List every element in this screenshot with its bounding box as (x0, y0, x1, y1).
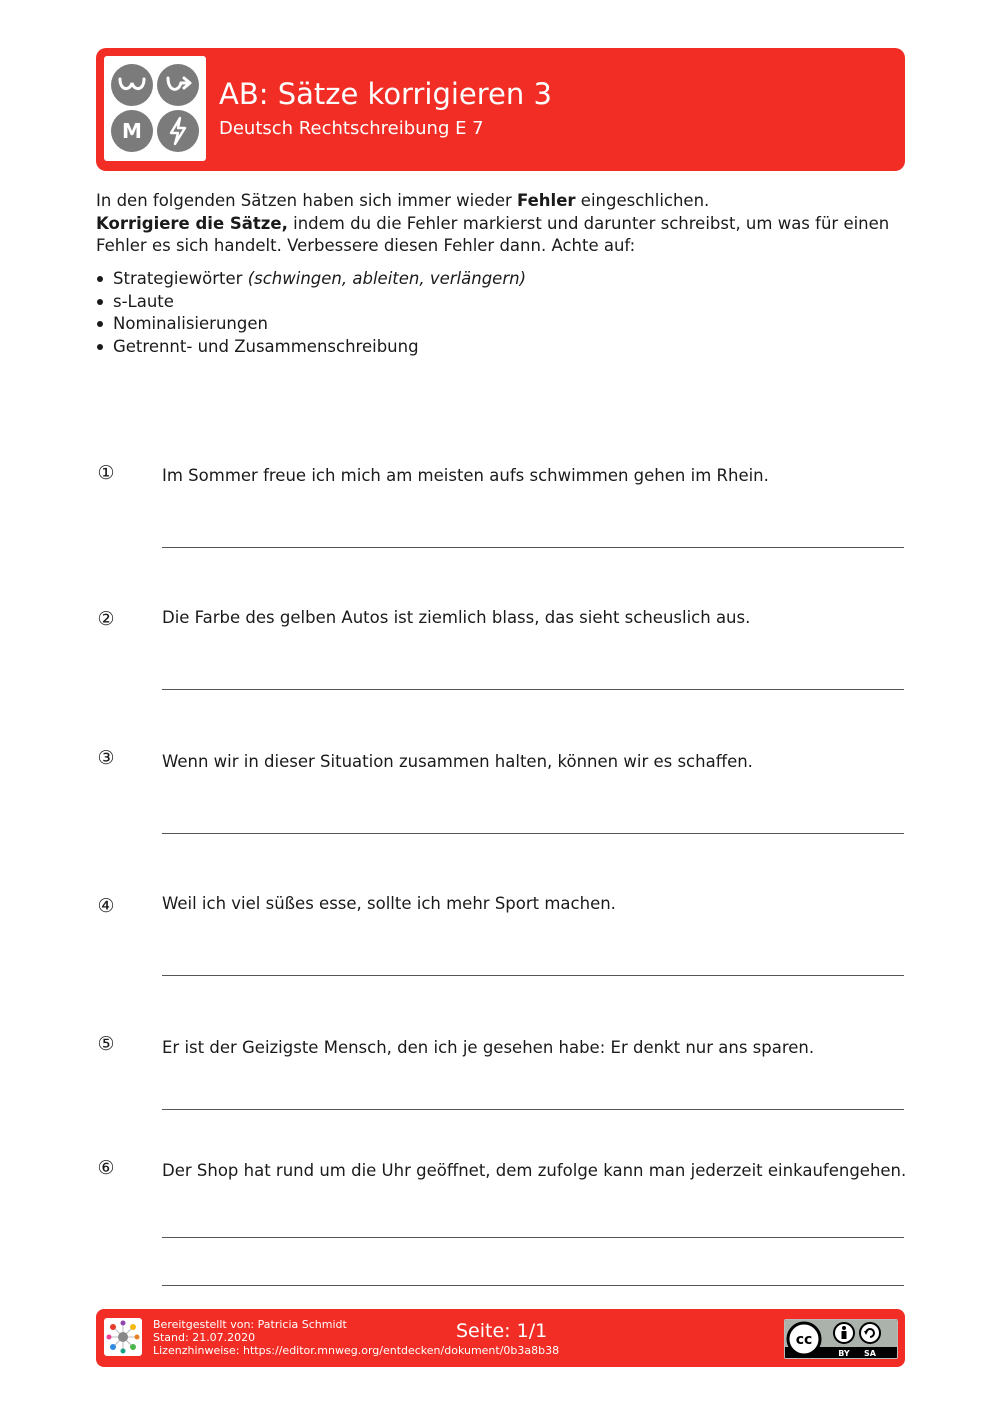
svg-text:BY: BY (838, 1349, 850, 1358)
network-logo-icon (104, 1318, 142, 1356)
task-sentence: Wenn wir in dieser Situation zusammen halten, können wir es schaffen. (162, 752, 753, 771)
page-number: Seite: 1/1 (456, 1320, 548, 1342)
wave-icon (111, 64, 153, 106)
footer-date: Stand: 21.07.2020 (153, 1331, 256, 1344)
list-item: Getrennt- und Zusammenschreibung (96, 336, 526, 359)
answer-line[interactable] (162, 1285, 904, 1286)
header-banner (96, 48, 905, 171)
list-item: s-Laute (96, 291, 526, 314)
task-number: ③ (97, 747, 115, 769)
answer-line[interactable] (162, 1109, 904, 1110)
task-number: ① (97, 462, 115, 484)
instructions (96, 190, 896, 258)
task-number: ④ (97, 895, 115, 917)
checklist (96, 268, 526, 358)
list-item: Strategiewörter (schwingen, ableiten, verlängern) (96, 268, 526, 291)
task-number: ⑥ (97, 1157, 115, 1179)
svg-text:SA: SA (864, 1349, 876, 1358)
page-subtitle: Deutsch Rechtschreibung E 7 (219, 118, 484, 139)
answer-line[interactable] (162, 1237, 904, 1238)
svg-text:cc: cc (795, 1332, 813, 1348)
answer-line[interactable] (162, 975, 904, 976)
task-sentence: Er ist der Geizigste Mensch, den ich je gesehen habe: Er denkt nur ans sparen. (162, 1038, 815, 1057)
list-item: Nominalisierungen (96, 313, 526, 336)
logo-letter: M (111, 110, 153, 152)
footer-banner (96, 1309, 905, 1367)
footer-license-link[interactable]: Lizenzhinweise: https://editor.mnweg.org/entdecken/dokument/0b3a8b38 (153, 1344, 560, 1357)
attribution-icon (834, 1323, 854, 1343)
instructions-line-1: In den folgenden Sätzen haben sich immer wieder Fehler eingeschlichen. (96, 191, 710, 210)
instructions-line-2: Korrigiere die Sätze, indem du die Fehler markierst und darunter schreibst, um was für einen Fehler es sich handelt. Verbessere diesen Fehler dann. Achte auf: (96, 213, 890, 255)
task-number: ② (97, 608, 115, 630)
answer-line[interactable] (162, 547, 904, 548)
footer-logo (104, 1318, 142, 1356)
arrow-icon (157, 64, 199, 106)
cc-license-badge[interactable] (784, 1319, 898, 1359)
share-alike-icon (860, 1323, 880, 1343)
task-sentence: Der Shop hat rund um die Uhr geöffnet, dem zufolge kann man jederzeit einkaufengehen. (162, 1161, 907, 1180)
footer-author: Bereitgestellt von: Patricia Schmidt (153, 1318, 347, 1331)
logo (104, 56, 206, 161)
page-title: AB: Sätze korrigieren 3 (219, 77, 552, 111)
task-number: ⑤ (97, 1033, 115, 1055)
task-sentence: Im Sommer freue ich mich am meisten aufs schwimmen gehen im Rhein. (162, 466, 769, 485)
answer-line[interactable] (162, 833, 904, 834)
creative-commons-icon (788, 1323, 820, 1355)
answer-line[interactable] (162, 689, 904, 690)
task-sentence: Weil ich viel süßes esse, sollte ich mehr Sport machen. (162, 894, 616, 913)
task-sentence: Die Farbe des gelben Autos ist ziemlich blass, das sieht scheuslich aus. (162, 608, 751, 627)
lightning-icon (157, 110, 199, 152)
